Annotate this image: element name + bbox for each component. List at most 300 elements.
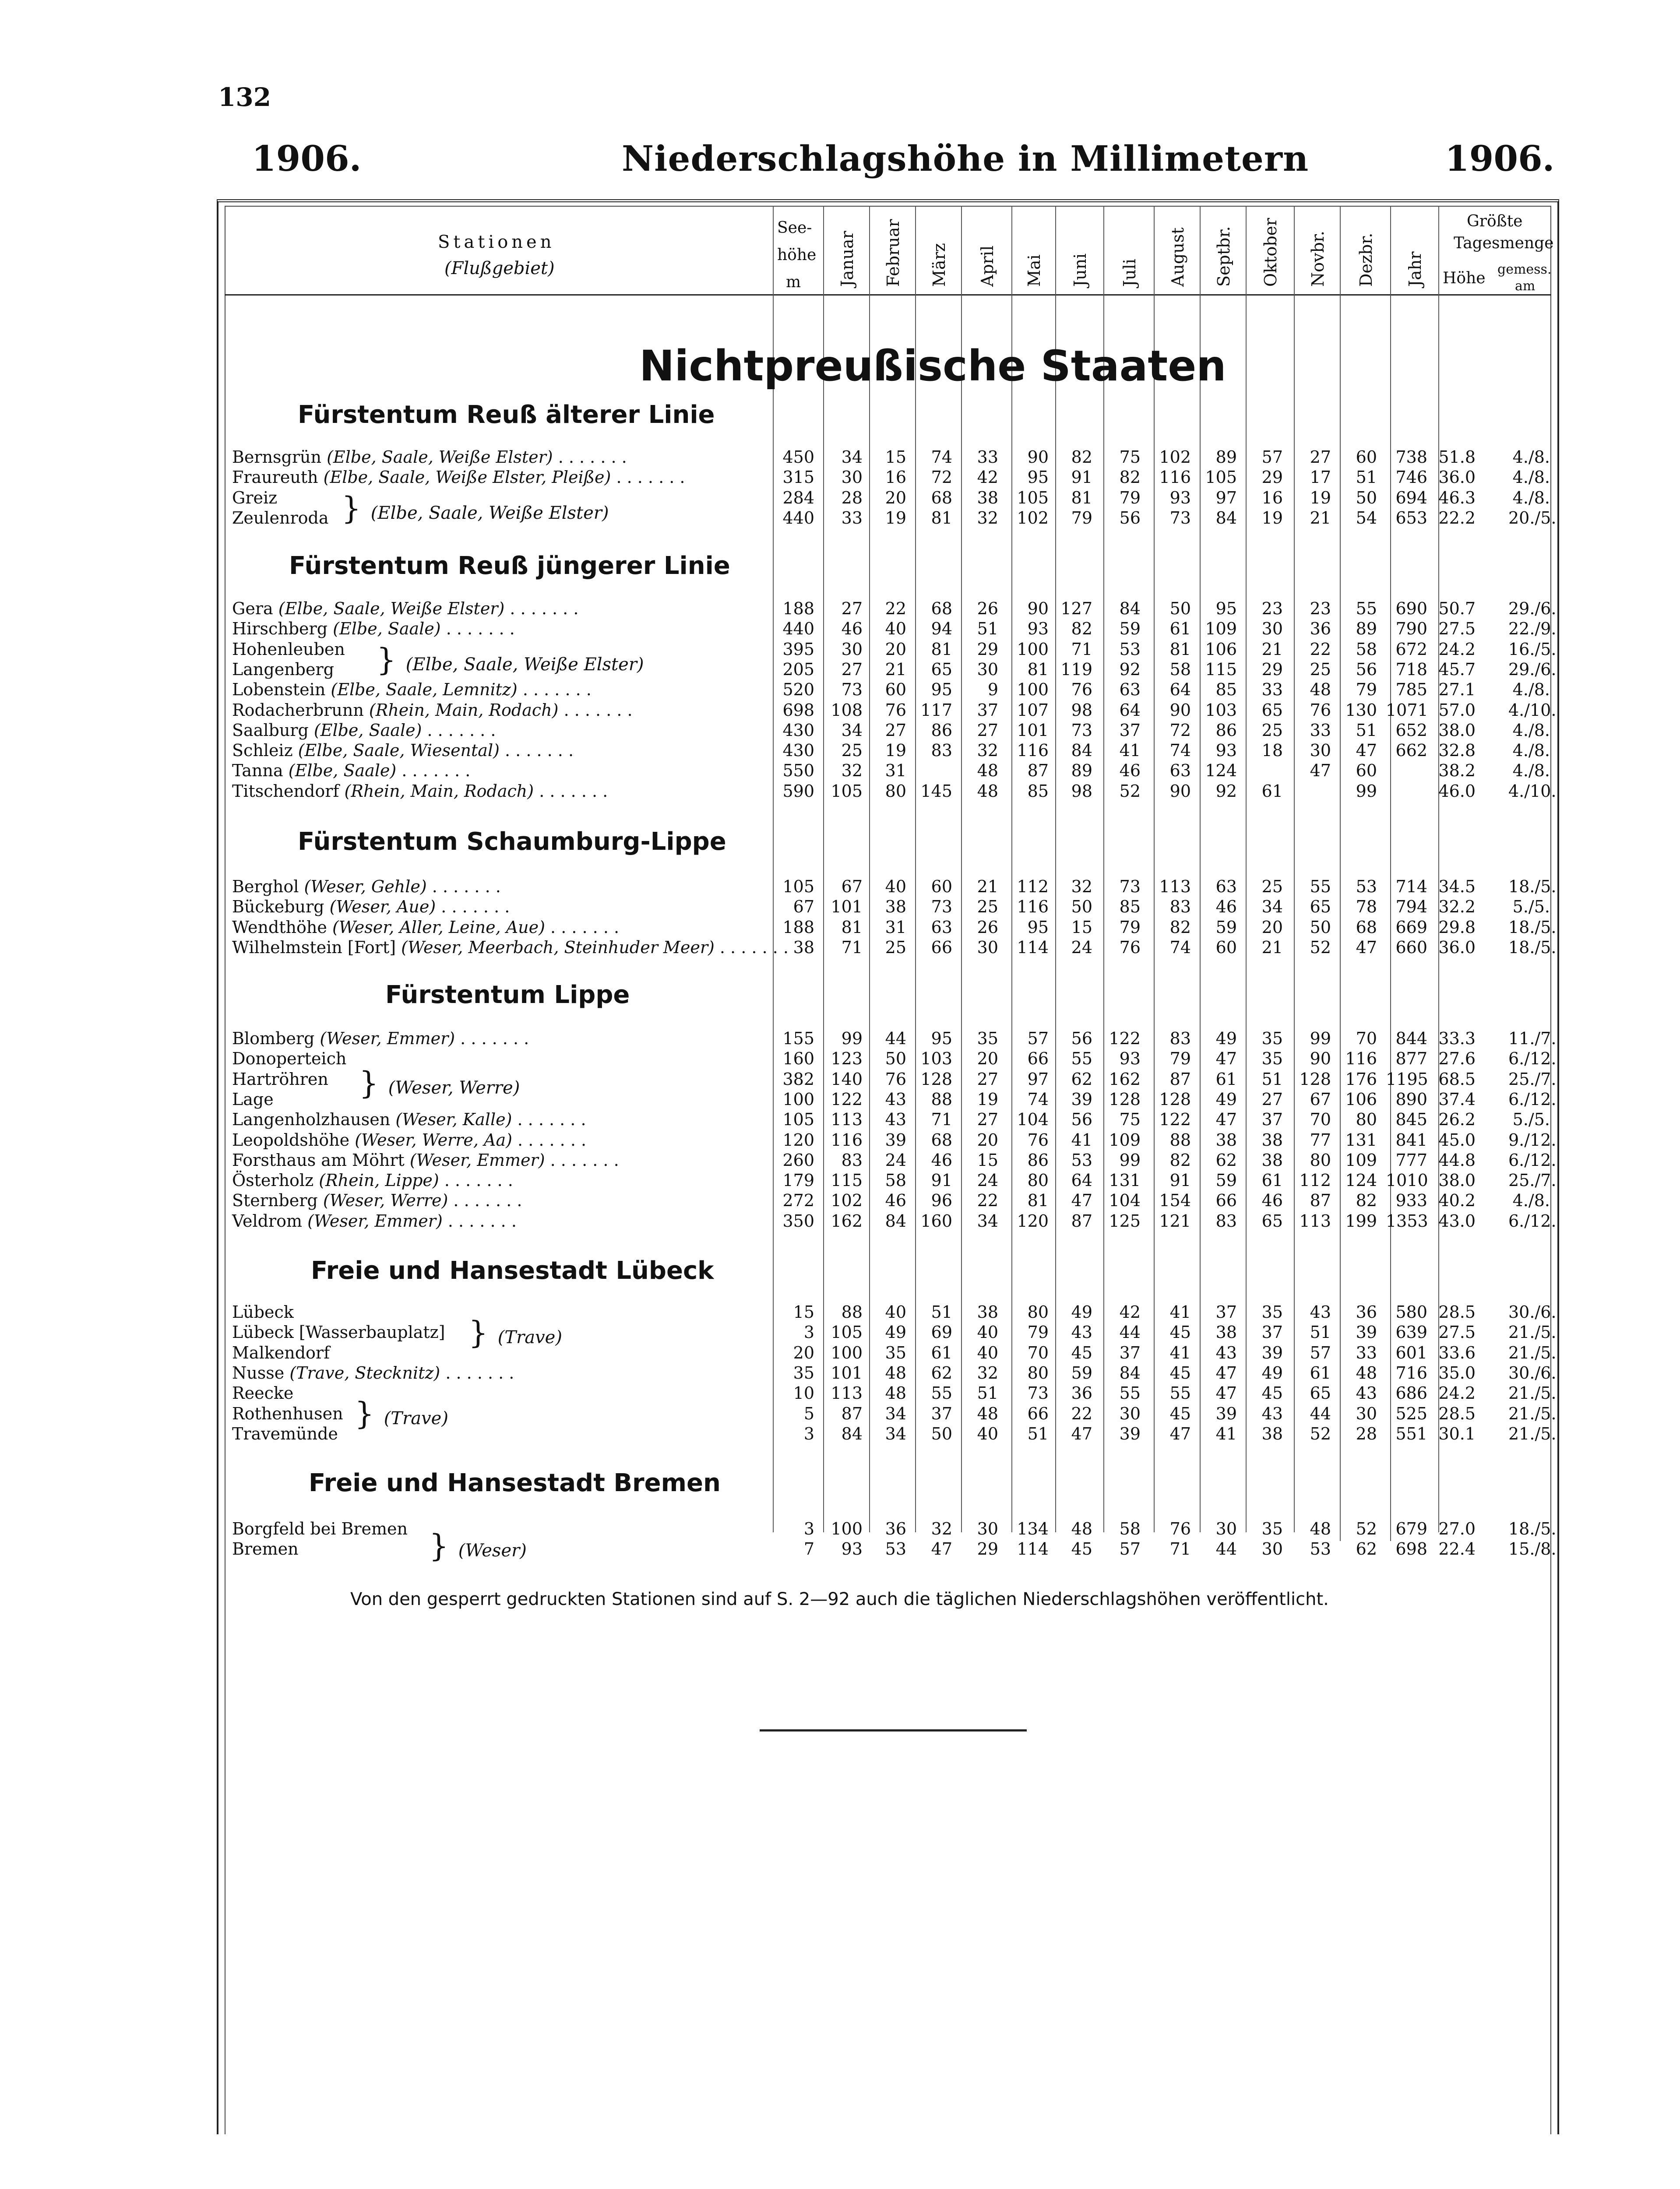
cell-value: 176: [1345, 1069, 1377, 1089]
cell-value: 62: [1071, 1069, 1092, 1089]
cell-value: 16: [885, 468, 906, 487]
cell-value: 86: [1027, 1150, 1049, 1170]
cell-value: 37: [1119, 720, 1141, 740]
cell-value: 105: [782, 877, 814, 896]
station-name: Gera (Elbe, Saale, Weiße Elster) . . . . . . .: [232, 599, 579, 618]
cell-value: 4./8.: [1512, 680, 1550, 700]
cell-value: 46: [841, 619, 863, 639]
cell-value: 36.0: [1438, 468, 1476, 487]
cell-value: 56: [1071, 1110, 1092, 1130]
cell-value: 79: [1071, 508, 1092, 528]
cell-value: 58: [1119, 1519, 1141, 1538]
cell-value: 47: [1215, 1110, 1237, 1130]
cell-value: 25./7.: [1508, 1171, 1557, 1190]
cell-value: 9: [987, 680, 998, 700]
cell-value: 30./6.: [1508, 1363, 1557, 1383]
cell-value: 51: [1027, 1424, 1049, 1443]
cell-value: 34: [885, 1404, 906, 1423]
cell-value: 41: [1169, 1343, 1191, 1362]
station-name: Leopoldshöhe (Weser, Werre, Aa) . . . . . . .: [232, 1130, 587, 1150]
cell-value: 82: [1071, 619, 1092, 639]
cell-value: 440: [782, 508, 814, 528]
cell-value: 92: [1215, 781, 1237, 801]
cell-value: 27.5: [1438, 1323, 1476, 1342]
cell-value: 37: [931, 1404, 952, 1423]
cell-value: 32: [931, 1519, 952, 1538]
brace-text: (Trave): [384, 1408, 448, 1429]
cell-value: 116: [1159, 468, 1191, 487]
cell-value: 15: [977, 1150, 998, 1170]
station-label: Hohenleuben: [232, 639, 345, 659]
cell-value: 74: [931, 447, 952, 467]
closing-rule: [760, 1729, 1027, 1731]
cell-value: 395: [782, 639, 814, 659]
cell-value: 81: [841, 917, 863, 937]
river-label: (Elbe, Saale): [333, 619, 441, 639]
cell-value: 38: [1261, 1150, 1283, 1170]
cell-value: 32.2: [1438, 897, 1476, 917]
station-name: Hirschberg (Elbe, Saale) . . . . . . .: [232, 619, 515, 639]
cell-value: 24.2: [1438, 1383, 1476, 1403]
cell-value: 61: [1310, 1363, 1331, 1383]
cell-value: 32: [1071, 877, 1092, 896]
cell-value: 92: [1119, 659, 1141, 679]
cell-value: 66: [1027, 1049, 1049, 1069]
cell-value: 76: [1027, 1130, 1049, 1150]
cell-value: 57.0: [1438, 700, 1476, 720]
cell-value: 102: [1159, 447, 1191, 467]
cell-value: 82: [1071, 447, 1092, 467]
cell-value: 66: [1215, 1191, 1237, 1211]
cell-value: 62: [1215, 1150, 1237, 1170]
column-header-month: März: [929, 243, 949, 287]
cell-value: 20: [885, 488, 906, 507]
cell-value: 63: [931, 917, 952, 937]
cell-value: 68: [931, 1130, 952, 1150]
cell-value: 5./5.: [1512, 1110, 1550, 1130]
year-right: 1906.: [1445, 138, 1555, 179]
cell-value: 41: [1119, 741, 1141, 760]
cell-value: 653: [1395, 508, 1427, 528]
cell-value: 36.0: [1438, 937, 1476, 957]
cell-value: 34.5: [1438, 877, 1476, 896]
cell-value: 73: [1027, 1383, 1049, 1403]
cell-value: 35: [885, 1343, 906, 1362]
cell-value: 27: [977, 1069, 998, 1089]
cell-value: 63: [1119, 680, 1141, 700]
page-number: 132: [218, 82, 271, 112]
station-name: Schleiz (Elbe, Saale, Wiesental) . . . . . . .: [232, 741, 574, 760]
cell-value: 65: [1310, 1383, 1331, 1403]
cell-value: 75: [1119, 447, 1141, 467]
table-row: [232, 468, 1559, 489]
cell-value: 74: [1169, 741, 1191, 760]
cell-value: 890: [1395, 1089, 1427, 1109]
cell-value: 652: [1395, 720, 1427, 740]
station-label: Leopoldshöhe: [232, 1130, 350, 1150]
column-header-month: Novbr.: [1308, 231, 1328, 287]
cell-value: 34: [977, 1211, 998, 1231]
station-label: Lage: [232, 1089, 274, 1109]
cell-value: 101: [831, 1363, 863, 1383]
cell-value: 115: [1205, 659, 1237, 679]
cell-value: 33: [1261, 680, 1283, 700]
cell-value: 87: [1071, 1211, 1092, 1231]
cell-value: 4./10.: [1508, 700, 1557, 720]
cell-value: 716: [1395, 1363, 1427, 1383]
cell-value: 65: [931, 659, 952, 679]
cell-value: 15: [1071, 917, 1092, 937]
section-title: Fürstentum Reuß jüngerer Linie: [289, 552, 730, 580]
station-name: Wilhelmstein [Fort] (Weser, Meerbach, Steinhuder Meer) . . . . . . .: [232, 937, 789, 957]
table-row: [232, 447, 1559, 468]
table-row: [232, 1211, 1559, 1232]
cell-value: 87: [841, 1404, 863, 1423]
cell-value: 88: [931, 1089, 952, 1109]
river-label: (Weser, Emmer): [307, 1211, 443, 1231]
brace-text: (Elbe, Saale, Weiße Elster): [370, 503, 609, 523]
cell-value: 103: [920, 1049, 952, 1069]
station-name: Nusse (Trave, Stecknitz) . . . . . . .: [232, 1363, 514, 1383]
cell-value: 18./5.: [1508, 917, 1557, 937]
cell-value: 430: [782, 720, 814, 740]
cell-value: 53: [1071, 1150, 1092, 1170]
cell-value: 84: [1119, 599, 1141, 618]
cell-value: 30: [1261, 619, 1283, 639]
section-title: Fürstentum Lippe: [385, 981, 630, 1009]
table-row: [232, 599, 1559, 620]
cell-value: 20./5.: [1508, 508, 1557, 528]
cell-value: 44.8: [1438, 1150, 1476, 1170]
cell-value: 34: [841, 720, 863, 740]
cell-value: 127: [1060, 599, 1092, 618]
cell-value: 68: [931, 599, 952, 618]
cell-value: 21./5.: [1508, 1424, 1557, 1443]
station-name: [232, 1383, 293, 1403]
cell-value: 46: [1261, 1191, 1283, 1211]
cell-value: 82: [1169, 1150, 1191, 1170]
cell-value: 71: [1169, 1539, 1191, 1559]
cell-value: 38: [1215, 1323, 1237, 1342]
cell-value: 154: [1159, 1191, 1191, 1211]
cell-value: 5: [803, 1404, 814, 1423]
cell-value: 46: [1119, 761, 1141, 781]
cell-value: 90: [1027, 447, 1049, 467]
cell-value: 48: [977, 761, 998, 781]
cell-value: 42: [1119, 1302, 1141, 1322]
table-row: [232, 1323, 1559, 1344]
station-label: Sternberg: [232, 1191, 318, 1211]
table-row: [232, 1171, 1559, 1192]
cell-value: 90: [1027, 599, 1049, 618]
cell-value: 51: [1356, 720, 1377, 740]
cell-value: 4./8.: [1512, 468, 1550, 487]
cell-value: 122: [1159, 1110, 1191, 1130]
cell-value: 694: [1395, 488, 1427, 507]
cell-value: 49: [1261, 1363, 1283, 1383]
cell-value: 27: [1310, 447, 1331, 467]
cell-value: 59: [1215, 917, 1237, 937]
cell-value: 1353: [1386, 1211, 1428, 1231]
cell-value: 58: [1356, 639, 1377, 659]
brace-label: [468, 1315, 562, 1351]
section-title: Fürstentum Reuß älterer Linie: [298, 401, 715, 429]
cell-value: 26: [977, 599, 998, 618]
cell-value: 18./5.: [1508, 877, 1557, 896]
cell-value: 33.6: [1438, 1343, 1476, 1362]
cell-value: 686: [1395, 1383, 1427, 1403]
station-label: Wendthöhe: [232, 917, 327, 937]
river-label: (Elbe, Saale, Wiesental): [298, 741, 500, 760]
cell-value: 26: [977, 917, 998, 937]
cell-value: 43.0: [1438, 1211, 1476, 1231]
cell-value: 74: [1169, 937, 1191, 957]
cell-value: 15: [885, 447, 906, 467]
river-label: (Weser, Emmer): [409, 1150, 545, 1170]
station-name: [232, 508, 329, 528]
cell-value: 30: [977, 659, 998, 679]
cell-value: 15: [793, 1302, 814, 1322]
cell-value: 6./12.: [1508, 1150, 1557, 1170]
section-title: Fürstentum Schaumburg-Lippe: [298, 827, 726, 856]
cell-value: 90: [1310, 1049, 1331, 1069]
cell-value: 41: [1215, 1424, 1237, 1443]
cell-value: 114: [1017, 937, 1049, 957]
cell-value: 63: [1169, 761, 1191, 781]
cell-value: 58: [885, 1171, 906, 1190]
table-row: [232, 741, 1559, 762]
cell-value: 20: [1261, 917, 1283, 937]
station-label: Langenholzhausen: [232, 1110, 391, 1130]
cell-value: 40: [885, 1302, 906, 1322]
cell-value: 87: [1169, 1069, 1191, 1089]
cell-value: 46: [885, 1191, 906, 1211]
cell-value: 3: [803, 1323, 814, 1342]
cell-value: 11./7.: [1508, 1029, 1557, 1048]
cell-value: 37: [977, 700, 998, 720]
cell-value: 550: [782, 761, 814, 781]
cell-value: 83: [1215, 1211, 1237, 1231]
cell-value: 39: [1215, 1404, 1237, 1423]
brace-text: (Elbe, Saale, Weiße Elster): [405, 654, 644, 675]
main-title: Nichtpreußische Staaten: [639, 341, 1226, 391]
river-label: (Weser, Meerbach, Steinhuder Meer): [401, 937, 715, 957]
cell-value: 440: [782, 619, 814, 639]
cell-value: 44: [1119, 1323, 1141, 1342]
cell-value: 47: [931, 1539, 952, 1559]
cell-value: 72: [1169, 720, 1191, 740]
cell-value: 50.7: [1438, 599, 1476, 618]
cell-value: 272: [782, 1191, 814, 1211]
cell-value: 580: [1395, 1302, 1427, 1322]
cell-value: 27: [1261, 1089, 1283, 1109]
cell-value: 44: [1310, 1404, 1331, 1423]
station-name: Tanna (Elbe, Saale) . . . . . . .: [232, 761, 471, 781]
cell-value: 56: [1071, 1029, 1092, 1048]
cell-value: 59: [1215, 1171, 1237, 1190]
cell-value: 117: [920, 700, 952, 720]
cell-value: 25: [1261, 720, 1283, 740]
cell-value: 27.6: [1438, 1049, 1476, 1069]
cell-value: 39: [1261, 1343, 1283, 1362]
cell-value: 33: [1356, 1343, 1377, 1362]
cell-value: 746: [1395, 468, 1427, 487]
river-label: (Elbe, Saale, Lemnitz): [331, 680, 518, 700]
cell-value: 109: [1345, 1150, 1377, 1170]
cell-value: 22.4: [1438, 1539, 1476, 1559]
station-label: Travemünde: [232, 1424, 338, 1443]
table-row: [232, 1363, 1559, 1384]
column-header-gemessen: am: [1515, 278, 1536, 294]
cell-value: 30./6.: [1508, 1302, 1557, 1322]
cell-value: 22: [885, 599, 906, 618]
station-label: Donoperteich: [232, 1049, 347, 1069]
cell-value: 29./6.: [1508, 659, 1557, 679]
cell-value: 30: [977, 937, 998, 957]
cell-value: 70: [1027, 1343, 1049, 1362]
cell-value: 51: [977, 1383, 998, 1403]
cell-value: 99: [1119, 1150, 1141, 1170]
cell-value: 28: [841, 488, 863, 507]
cell-value: 30.1: [1438, 1424, 1476, 1443]
cell-value: 47: [1071, 1191, 1092, 1211]
cell-value: 68.5: [1438, 1069, 1476, 1089]
cell-value: 60: [931, 877, 952, 896]
cell-value: 76: [885, 1069, 906, 1089]
cell-value: 79: [1119, 488, 1141, 507]
cell-value: 284: [782, 488, 814, 507]
cell-value: 31: [885, 917, 906, 937]
station-label: Rodacherbrunn: [232, 700, 364, 720]
station-label: Bückeburg: [232, 897, 324, 917]
cell-value: 48: [977, 1404, 998, 1423]
cell-value: 28: [1356, 1424, 1377, 1443]
cell-value: 87: [1027, 761, 1049, 781]
cell-value: 99: [841, 1029, 863, 1048]
station-name: Bückeburg (Weser, Aue) . . . . . . .: [232, 897, 510, 917]
cell-value: 140: [831, 1069, 863, 1089]
cell-value: 116: [831, 1130, 863, 1150]
table-row: [232, 1343, 1559, 1364]
cell-value: 95: [931, 1029, 952, 1048]
cell-value: 49: [885, 1323, 906, 1342]
cell-value: 55: [931, 1383, 952, 1403]
cell-value: 59: [1071, 1363, 1092, 1383]
cell-value: 48: [1310, 680, 1331, 700]
cell-value: 160: [920, 1211, 952, 1231]
cell-value: 57: [1119, 1539, 1141, 1559]
station-name: Titschendorf (Rhein, Main, Rodach) . . . . . . .: [232, 781, 608, 801]
cell-value: 93: [841, 1539, 863, 1559]
cell-value: 131: [1345, 1130, 1377, 1150]
cell-value: 4./8.: [1512, 761, 1550, 781]
cell-value: 33: [841, 508, 863, 528]
cell-value: 47: [1215, 1363, 1237, 1383]
cell-value: 19: [977, 1089, 998, 1109]
cell-value: 89: [1215, 447, 1237, 467]
brace-label: [342, 490, 609, 526]
cell-value: 80: [1027, 1171, 1049, 1190]
cell-value: 20: [885, 639, 906, 659]
cell-value: 52: [1310, 937, 1331, 957]
cell-value: 47: [1310, 761, 1331, 781]
cell-value: 669: [1395, 917, 1427, 937]
cell-value: 47: [1356, 741, 1377, 760]
cell-value: 48: [885, 1383, 906, 1403]
cell-value: 50: [885, 1049, 906, 1069]
cell-value: 82: [1169, 917, 1191, 937]
cell-value: 40: [977, 1343, 998, 1362]
cell-value: 52: [1356, 1519, 1377, 1538]
cell-value: 35: [977, 1029, 998, 1048]
cell-value: 39: [885, 1130, 906, 1150]
river-label: (Weser, Werre): [323, 1191, 448, 1211]
station-name: Saalburg (Elbe, Saale) . . . . . . .: [232, 720, 496, 740]
station-name: [232, 1343, 330, 1362]
cell-value: 714: [1395, 877, 1427, 896]
cell-value: 27: [977, 720, 998, 740]
cell-value: 84: [885, 1211, 906, 1231]
river-label: (Trave, Stecknitz): [289, 1363, 440, 1383]
cell-value: 49: [1215, 1089, 1237, 1109]
station-label: Forsthaus am Möhrt: [232, 1150, 405, 1170]
cell-value: 43: [1310, 1302, 1331, 1322]
cell-value: 3: [803, 1519, 814, 1538]
cell-value: 61: [1169, 619, 1191, 639]
cell-value: 20: [977, 1049, 998, 1069]
cell-value: 70: [1356, 1029, 1377, 1048]
river-label: (Rhein, Main, Rodach): [369, 700, 559, 720]
cell-value: 71: [1071, 639, 1092, 659]
cell-value: 777: [1395, 1150, 1427, 1170]
cell-value: 83: [931, 741, 952, 760]
cell-value: 54: [1356, 508, 1377, 528]
cell-value: 113: [1159, 877, 1191, 896]
brace-icon: }: [468, 1314, 498, 1351]
station-name: Rodacherbrunn (Rhein, Main, Rodach) . . . . . . .: [232, 700, 633, 720]
cell-value: 25: [885, 937, 906, 957]
river-label: (Elbe, Saale): [288, 761, 397, 781]
table-row: [232, 781, 1559, 802]
cell-value: 45: [1169, 1363, 1191, 1383]
cell-value: 74: [1027, 1089, 1049, 1109]
river-label: (Rhein, Lippe): [319, 1171, 439, 1190]
cell-value: 785: [1395, 680, 1427, 700]
cell-value: 4./8.: [1512, 720, 1550, 740]
cell-value: 38.2: [1438, 761, 1476, 781]
cell-value: 97: [1215, 488, 1237, 507]
cell-value: 22.2: [1438, 508, 1476, 528]
cell-value: 82: [1356, 1191, 1377, 1211]
cell-value: 525: [1395, 1404, 1427, 1423]
cell-value: 79: [1169, 1049, 1191, 1069]
column-header-month: April: [977, 245, 997, 287]
cell-value: 24: [885, 1150, 906, 1170]
cell-value: 28.5: [1438, 1302, 1476, 1322]
cell-value: 37: [1119, 1343, 1141, 1362]
cell-value: 35.0: [1438, 1363, 1476, 1383]
cell-value: 105: [1205, 468, 1237, 487]
cell-value: 76: [1119, 937, 1141, 957]
cell-value: 43: [1261, 1404, 1283, 1423]
cell-value: 59: [1119, 619, 1141, 639]
cell-value: 601: [1395, 1343, 1427, 1362]
cell-value: 40: [885, 877, 906, 896]
cell-value: 99: [1310, 1029, 1331, 1048]
cell-value: 162: [1109, 1069, 1141, 1089]
cell-value: 91: [1169, 1171, 1191, 1190]
cell-value: 40: [977, 1424, 998, 1443]
